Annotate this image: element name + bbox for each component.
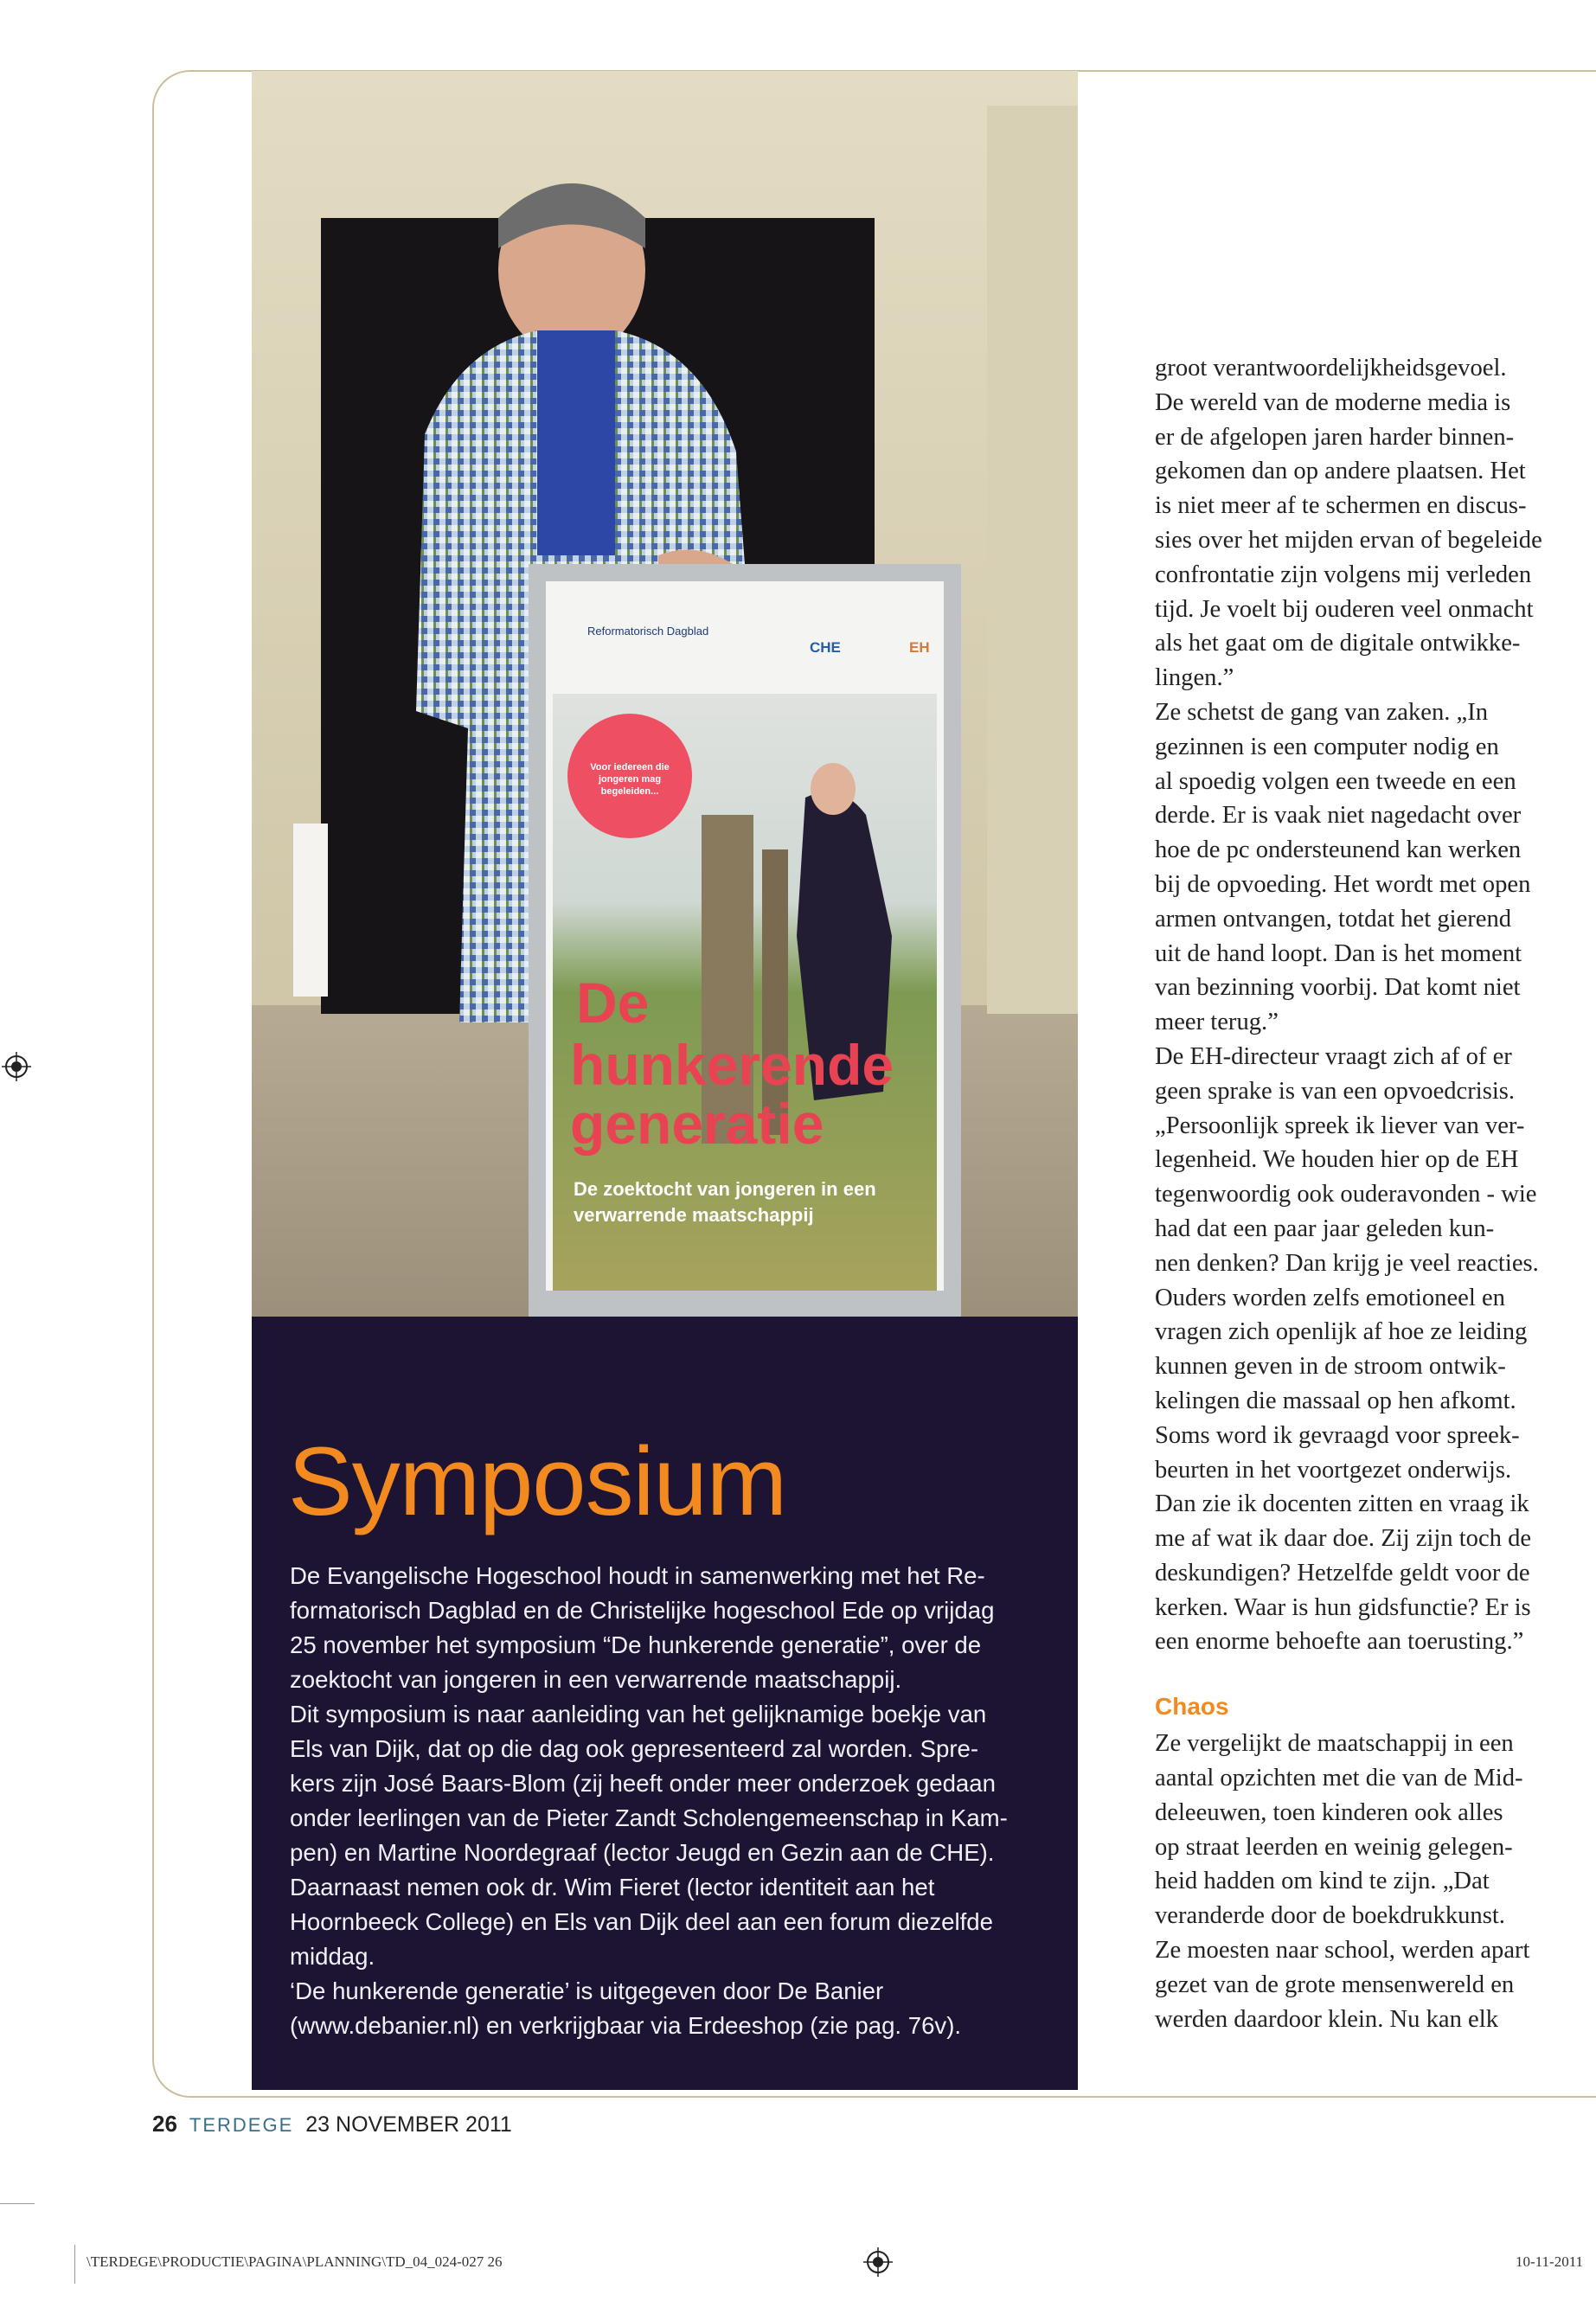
poster-badge: Voor iedereen die jongeren mag begeleiden... <box>590 762 670 797</box>
sidebar-line: zoektocht van jongeren in een verwarrende maatschappij. <box>290 1666 902 1693</box>
poster-logo-che: CHE <box>810 639 841 656</box>
column-line: een enorme behoefte aan toerusting.” <box>1155 1628 1524 1656</box>
column-line: had dat een paar jaar geleden kun- <box>1155 1215 1495 1242</box>
page-folio <box>152 2111 512 2138</box>
sidebar-line: De Evangelische Hogeschool houdt in samenwerking met het Re- <box>290 1562 985 1589</box>
column-line: derde. Er is vaak niet nagedacht over <box>1155 802 1522 830</box>
column-line: tijd. Je voelt bij ouderen veel onmacht <box>1155 595 1534 623</box>
column-text-a <box>1155 351 1587 1659</box>
sidebar-line: Hoornbeeck College) en Els van Dijk deel aan een forum diezelfde <box>290 1908 993 1935</box>
column-line: deskundigen? Hetzelfde geldt voor de <box>1155 1559 1530 1586</box>
column-line: nen denken? Dan krijg je veel reacties. <box>1155 1249 1539 1277</box>
sidebar-line: ‘De hunkerende generatie’ is uitgegeven door De Banier <box>290 1977 884 2004</box>
section-heading-chaos: Chaos <box>1155 1693 1229 1721</box>
sidebar-line: middag. <box>290 1943 375 1970</box>
column-line: werden daardoor klein. Nu kan elk <box>1155 2005 1498 2033</box>
crop-mark <box>0 2203 35 2204</box>
page-number: 26 <box>152 2111 177 2137</box>
column-line: kelingen die massaal op hen afkomt. <box>1155 1387 1516 1414</box>
column-line: uit de hand loopt. Dan is het moment <box>1155 939 1522 967</box>
column-line: sies over het mijden ervan of begeleide <box>1155 526 1542 554</box>
article-column <box>1155 351 1587 2036</box>
column-line: hoe de pc ondersteunend kan werken <box>1155 836 1522 864</box>
column-line: armen ontvangen, totdat het gierend <box>1155 905 1512 933</box>
column-line: geen sprake is van een opvoedcrisis. <box>1155 1077 1516 1105</box>
column-line: gezet van de grote mensenwereld en <box>1155 1971 1515 1998</box>
column-line: gekomen dan op andere plaatsen. Het <box>1155 458 1526 485</box>
column-line: van bezinning voorbij. Dat komt niet <box>1155 974 1521 1002</box>
column-line: Ouders worden zelfs emotioneel en <box>1155 1284 1505 1311</box>
sidebar-line: Daarnaast nemen ook dr. Wim Fieret (lector identiteit aan het <box>290 1874 935 1900</box>
column-line: lingen.” <box>1155 664 1234 692</box>
column-line: me af wat ik daar doe. Zij zijn toch de <box>1155 1525 1532 1553</box>
registration-mark-icon <box>863 2247 893 2277</box>
symposium-sidebar <box>252 1317 1078 2090</box>
sidebar-title: Symposium <box>288 1427 787 1535</box>
column-line: legenheid. We houden hier op de EH <box>1155 1146 1519 1174</box>
column-line: veranderde door de boekdrukkunst. <box>1155 1902 1505 1930</box>
poster-title-2: hunkerende <box>570 1033 894 1097</box>
poster-title-1: De <box>576 971 650 1035</box>
magazine-name: TERDEGE <box>189 2114 294 2136</box>
column-line: De EH-directeur vraagt zich af of er <box>1155 1042 1512 1070</box>
column-line: bij de opvoeding. Het wordt met open <box>1155 870 1531 898</box>
column-line: gezinnen is een computer nodig en <box>1155 733 1499 760</box>
sidebar-line: (www.debanier.nl) en verkrijgbaar via Erdeeshop (zie pag. 76v). <box>290 2012 962 2039</box>
sidebar-line: kers zijn José Baars-Blom (zij heeft onder meer onderzoek gedaan <box>290 1770 996 1797</box>
photo-illustration <box>252 71 1078 1317</box>
sidebar-line: onder leerlingen van de Pieter Zandt Scholengemeenschap in Kam- <box>290 1804 1008 1831</box>
sidebar-line: formatorisch Dagblad en de Christelijke hogeschool Ede op vrijdag <box>290 1597 995 1624</box>
column-line: De wereld van de moderne media is <box>1155 388 1511 416</box>
column-line: vragen zich openlijk af hoe ze leiding <box>1155 1318 1528 1346</box>
registration-mark-icon <box>2 1052 31 1081</box>
sidebar-line: pen) en Martine Noordegraaf (lector Jeugd en Gezin aan de CHE). <box>290 1839 995 1866</box>
poster-title-3: generatie <box>570 1092 824 1156</box>
column-line: groot verantwoordelijkheidsgevoel. <box>1155 355 1507 381</box>
column-text-b <box>1155 1727 1587 2036</box>
column-line: al spoedig volgen een tweede en een <box>1155 767 1516 795</box>
poster-subtitle-2: verwarrende maatschappij <box>574 1204 814 1226</box>
column-line: Ze vergelijkt de maatschappij in een <box>1155 1730 1514 1758</box>
column-line: beurten in het voortgezet onderwijs. <box>1155 1456 1512 1484</box>
column-line: er de afgelopen jaren harder binnen- <box>1155 423 1515 451</box>
sidebar-body <box>290 1559 1042 2043</box>
column-line: op straat leerden en weinig gelegen- <box>1155 1833 1513 1861</box>
slug-path: \TERDEGE\PRODUCTIE\PAGINA\PLANNING\TD_04_024-027 26 <box>87 2253 503 2270</box>
article-photo <box>252 71 1078 1317</box>
sidebar-line: 25 november het symposium “De hunkerende generatie”, over de <box>290 1631 982 1658</box>
column-line: tegenwoordig ook ouderavonden - wie <box>1155 1181 1537 1208</box>
issue-date: 23 NOVEMBER 2011 <box>305 2112 512 2137</box>
column-line: Ze moesten naar school, werden apart <box>1155 1937 1530 1965</box>
column-line: is niet meer af te schermen en discus- <box>1155 492 1527 520</box>
column-line: „Persoonlijk spreek ik liever van ver- <box>1155 1112 1525 1139</box>
sidebar-line: Dit symposium is naar aanleiding van het gelijknamige boekje van <box>290 1701 987 1727</box>
column-line: heid hadden om kind te zijn. „Dat <box>1155 1868 1490 1895</box>
column-line: Ze schetst de gang van zaken. „In <box>1155 698 1489 726</box>
column-line: kerken. Waar is hun gidsfunctie? Er is <box>1155 1593 1531 1621</box>
column-line: als het gaat om de digitale ontwikke- <box>1155 630 1521 657</box>
poster-logo-eh: EH <box>909 639 930 656</box>
column-line: meer terug.” <box>1155 1009 1279 1036</box>
poster-logo-rd: Reformatorisch Dagblad <box>587 625 709 638</box>
column-line: Soms word ik gevraagd voor spreek- <box>1155 1421 1520 1449</box>
crop-mark <box>74 2245 75 2284</box>
column-line: Dan zie ik docenten zitten en vraag ik <box>1155 1490 1529 1518</box>
column-line: deleeuwen, toen kinderen ook alles <box>1155 1798 1503 1826</box>
column-line: kunnen geven in de stroom ontwik- <box>1155 1353 1506 1381</box>
column-line: confrontatie zijn volgens mij verleden <box>1155 561 1532 588</box>
column-line: aantal opzichten met die van de Mid- <box>1155 1765 1523 1792</box>
sidebar-line: Els van Dijk, dat op die dag ook gepresenteerd zal worden. Spre- <box>290 1735 979 1762</box>
slug-date: 10-11-2011 <box>1516 2253 1584 2270</box>
poster-subtitle-1: De zoektocht van jongeren in een <box>574 1178 876 1200</box>
